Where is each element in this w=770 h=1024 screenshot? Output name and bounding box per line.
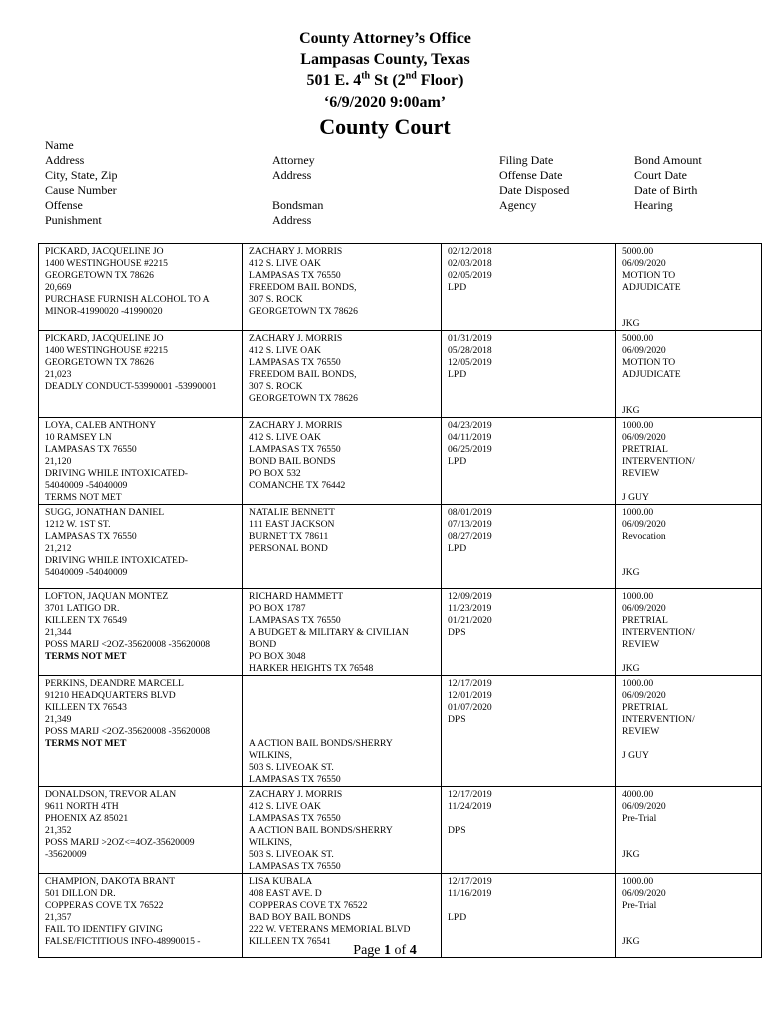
cell-line [622, 543, 755, 555]
table-row [39, 787, 762, 874]
cell-line: 21,349 [45, 714, 72, 725]
cell-line: 01/07/2020 [448, 702, 492, 713]
cell-line: TERMS NOT MET [45, 492, 122, 503]
cell-line: LPD [448, 369, 467, 380]
attorney-bondsman-cell [243, 418, 442, 505]
cell-line: REVIEW [622, 726, 660, 737]
table-row [39, 418, 762, 505]
legend-label [272, 138, 323, 153]
cell-line: 06/09/2020 [622, 432, 666, 443]
legend-label: Address [272, 213, 312, 227]
address-part-3: Floor) [416, 72, 464, 89]
cell-line: 1000.00 [622, 507, 654, 518]
cell-line: TERMS NOT MET [45, 738, 127, 749]
legend-label: Agency [499, 198, 537, 212]
cell-line [249, 726, 435, 738]
cell-line: 54040009 -54040009 [45, 480, 128, 491]
cell-line: LAMPASAS TX 76550 [249, 615, 341, 626]
cell-line [622, 837, 755, 849]
cell-line [249, 702, 435, 714]
dates-agency-cell [442, 787, 616, 874]
cell-line: LAMPASAS TX 76550 [249, 813, 341, 824]
cell-line: 1400 WESTINGHOUSE #2215 [45, 258, 168, 269]
legend-label: Offense [45, 198, 83, 212]
cell-line: 9611 NORTH 4TH [45, 801, 119, 812]
cell-line [622, 306, 755, 318]
cell-line: LPD [448, 543, 467, 554]
cell-line: TERMS NOT MET [45, 651, 127, 662]
cell-line: 21,344 [45, 627, 72, 638]
cell-line: Pre-Trial [622, 900, 657, 911]
defendant-cell [39, 676, 243, 787]
legend-label: Bond Amount [634, 153, 702, 167]
cell-line: 21,120 [45, 456, 72, 467]
cell-line: 06/09/2020 [622, 258, 666, 269]
cell-line: MOTION TO [622, 270, 676, 281]
table-row [39, 676, 762, 787]
cell-line: LAMPASAS TX 76550 [249, 861, 341, 872]
cell-line: DEADLY CONDUCT-53990001 -53990001 [45, 381, 217, 392]
cell-line: LAMPASAS TX 76550 [45, 444, 137, 455]
legend-column-2 [272, 138, 323, 228]
cell-line: PHOENIX AZ 85021 [45, 813, 129, 824]
cell-line [622, 912, 755, 924]
cell-line: PO BOX 3048 [249, 651, 306, 662]
cell-line: LAMPASAS TX 76550 [249, 357, 341, 368]
page-title: County Court [319, 114, 451, 139]
page-prefix: Page [353, 943, 385, 958]
defendant-cell [39, 331, 243, 418]
cell-line: COPPERAS COVE TX 76522 [249, 900, 368, 911]
dates-agency-cell [442, 331, 616, 418]
cell-line [249, 678, 435, 690]
cell-line: KILLEEN TX 76541 [249, 936, 331, 947]
cell-line: JKG [622, 849, 640, 860]
bond-hearing-cell [616, 418, 762, 505]
cell-line: INTERVENTION/ [622, 456, 695, 467]
cell-line: INTERVENTION/ [622, 627, 695, 638]
cell-line: 12/17/2019 [448, 876, 492, 887]
cell-line: 06/09/2020 [622, 801, 666, 812]
cell-line: DONALDSON, TREVOR ALAN [45, 789, 177, 800]
legend-label: City, State, Zip [45, 168, 118, 182]
cell-line: 1000.00 [622, 591, 654, 602]
legend-label [499, 138, 569, 153]
cell-line: 07/13/2019 [448, 519, 492, 530]
cell-line: 1212 W. 1ST ST. [45, 519, 111, 530]
cell-line [622, 294, 755, 306]
cell-line: 412 S. LIVE OAK [249, 258, 321, 269]
cell-line: LOYA, CALEB ANTHONY [45, 420, 157, 431]
cell-line: FALSE/FICTITIOUS INFO-48990015 - [45, 936, 201, 947]
legend-label: Bondsman [272, 198, 324, 212]
cell-line: PICKARD, JACQUELINE JO [45, 246, 164, 257]
office-address [0, 72, 770, 90]
cell-line: 4000.00 [622, 789, 654, 800]
legend-label: Date Disposed [499, 183, 570, 197]
defendant-cell [39, 505, 243, 589]
bond-hearing-cell [616, 505, 762, 589]
cell-line: LPD [448, 282, 467, 293]
cell-line: SUGG, JONATHAN DANIEL [45, 507, 165, 518]
dates-agency-cell [442, 589, 616, 676]
legend-label: Hearing [634, 198, 673, 212]
address-part-2: St (2 [370, 72, 406, 89]
cell-line [622, 381, 755, 393]
page-number [0, 943, 770, 959]
table-row [39, 505, 762, 589]
cell-line: 02/12/2018 [448, 246, 492, 257]
bond-hearing-cell [616, 589, 762, 676]
cell-line: 11/16/2019 [448, 888, 492, 899]
cell-line: DPS [448, 714, 466, 725]
cell-line: ZACHARY J. MORRIS [249, 420, 343, 431]
cell-line: Revocation [622, 531, 666, 542]
cell-line: NATALIE BENNETT [249, 507, 335, 518]
cell-line: J GUY [622, 750, 649, 761]
bond-hearing-cell [616, 676, 762, 787]
cell-line: POSS MARIJ <2OZ-35620008 -35620008 [45, 726, 211, 737]
cell-line: JKG [622, 567, 640, 578]
cell-line: 1000.00 [622, 678, 654, 689]
cell-line [448, 813, 609, 825]
current-page: 1 [384, 943, 392, 958]
cell-line: PERKINS, DEANDRE MARCELL [45, 678, 184, 689]
cell-line: REVIEW [622, 468, 660, 479]
cell-line: 307 S. ROCK [249, 294, 303, 305]
cell-line: POSS MARIJ >2OZ<=4OZ-35620009 [45, 837, 195, 848]
legend-label: Attorney [272, 153, 315, 167]
cell-line: ADJUDICATE [622, 369, 681, 380]
cell-line: CHAMPION, DAKOTA BRANT [45, 876, 176, 887]
county-name: Lampasas County, Texas [300, 51, 470, 68]
cell-line: 501 DILLON DR. [45, 888, 116, 899]
legend-label [634, 138, 702, 153]
cell-line: 3701 LATIGO DR. [45, 603, 120, 614]
defendant-cell [39, 787, 243, 874]
cell-line: PRETRIAL [622, 444, 668, 455]
bond-hearing-cell [616, 244, 762, 331]
legend-label [272, 183, 323, 198]
legend-label [634, 213, 702, 228]
legend-label: Offense Date [499, 168, 563, 182]
cell-line: 06/09/2020 [622, 888, 666, 899]
cell-line: 04/23/2019 [448, 420, 492, 431]
cell-line: 12/17/2019 [448, 789, 492, 800]
cell-line: RICHARD HAMMETT [249, 591, 344, 602]
cell-line: 06/09/2020 [622, 345, 666, 356]
legend-column-1 [45, 138, 118, 228]
cell-line: 12/09/2019 [448, 591, 492, 602]
cell-line: LAMPASAS TX 76550 [249, 774, 341, 785]
cell-line: JKG [622, 663, 640, 674]
legend-column-4 [634, 138, 702, 228]
cell-line: FAIL TO IDENTIFY GIVING [45, 924, 163, 935]
cell-line: 01/31/2019 [448, 333, 492, 344]
cell-line: -35620009 [45, 849, 87, 860]
bond-hearing-cell [616, 787, 762, 874]
cell-line: PRETRIAL [622, 702, 668, 713]
cell-line: 04/11/2019 [448, 432, 492, 443]
cell-line [622, 393, 755, 405]
cell-line: 91210 HEADQUARTERS BLVD [45, 690, 176, 701]
cell-line: 12/05/2019 [448, 357, 492, 368]
legend-label: Date of Birth [634, 183, 698, 197]
cell-line: LPD [448, 912, 467, 923]
legend-label: Name [45, 138, 74, 152]
cell-line: FREEDOM BAIL BONDS, [249, 369, 357, 380]
cell-line: BAD BOY BAIL BONDS [249, 912, 351, 923]
cell-line: 06/09/2020 [622, 519, 666, 530]
cell-line: MOTION TO [622, 357, 676, 368]
total-pages: 4 [409, 943, 417, 958]
table-row [39, 244, 762, 331]
cell-line: 1000.00 [622, 420, 654, 431]
cell-line: BOND [249, 639, 277, 650]
legend-label: Punishment [45, 213, 102, 227]
cell-line: LAMPASAS TX 76550 [249, 444, 341, 455]
cell-line: 503 S. LIVEOAK ST. [249, 849, 334, 860]
cell-line: COPPERAS COVE TX 76522 [45, 900, 164, 911]
cell-line: KILLEEN TX 76543 [45, 702, 127, 713]
cell-line: LISA KUBALA [249, 876, 313, 887]
cell-line: INTERVENTION/ [622, 714, 695, 725]
cell-line [249, 690, 435, 702]
cell-line: 06/09/2020 [622, 690, 666, 701]
cell-line: JKG [622, 405, 640, 416]
cell-line: A ACTION BAIL BONDS/SHERRY [249, 738, 393, 749]
cell-line: 5000.00 [622, 246, 654, 257]
legend-label: Address [272, 168, 312, 182]
cell-line: 408 EAST AVE. D [249, 888, 322, 899]
cell-line: 503 S. LIVEOAK ST. [249, 762, 334, 773]
defendant-cell [39, 244, 243, 331]
cell-line: 21,357 [45, 912, 72, 923]
office-name: County Attorney’s Office [299, 30, 471, 47]
cell-line: 111 EAST JACKSON [249, 519, 335, 530]
cell-line: 05/28/2018 [448, 345, 492, 356]
legend-label: Address [45, 153, 85, 167]
cell-line: 21,352 [45, 825, 72, 836]
cell-line: GEORGETOWN TX 78626 [45, 357, 154, 368]
cell-line: HARKER HEIGHTS TX 76548 [249, 663, 374, 674]
cell-line: BURNET TX 78611 [249, 531, 329, 542]
cell-line [622, 738, 755, 750]
cell-line: MINOR-41990020 -41990020 [45, 306, 163, 317]
legend-label: Cause Number [45, 183, 117, 197]
cell-line: DRIVING WHILE INTOXICATED- [45, 555, 188, 566]
cell-line: 412 S. LIVE OAK [249, 345, 321, 356]
cell-line: J GUY [622, 492, 649, 503]
cell-line: JKG [622, 318, 640, 329]
attorney-bondsman-cell [243, 244, 442, 331]
docket-table [38, 243, 762, 958]
dates-agency-cell [442, 418, 616, 505]
cell-line: 06/25/2019 [448, 444, 492, 455]
cell-line: LAMPASAS TX 76550 [249, 270, 341, 281]
cell-line: 06/09/2020 [622, 603, 666, 614]
cell-line: PICKARD, JACQUELINE JO [45, 333, 164, 344]
cell-line: 412 S. LIVE OAK [249, 801, 321, 812]
cell-line: 12/17/2019 [448, 678, 492, 689]
address-sup-th: th [361, 70, 371, 82]
cell-line: GEORGETOWN TX 78626 [45, 270, 154, 281]
attorney-bondsman-cell [243, 505, 442, 589]
cell-line: A ACTION BAIL BONDS/SHERRY [249, 825, 393, 836]
cell-line: 222 W. VETERANS MEMORIAL BLVD [249, 924, 411, 935]
cell-line: 11/24/2019 [448, 801, 492, 812]
bond-hearing-cell [616, 331, 762, 418]
cell-line [448, 900, 609, 912]
attorney-bondsman-cell [243, 787, 442, 874]
address-sup-nd: nd [405, 70, 417, 82]
legend-label: Filing Date [499, 153, 554, 167]
cell-line: 20,669 [45, 282, 72, 293]
cell-line: 10 RAMSEY LN [45, 432, 112, 443]
cell-line: 08/27/2019 [448, 531, 492, 542]
cell-line: 21,212 [45, 543, 72, 554]
attorney-bondsman-cell [243, 331, 442, 418]
cell-line: POSS MARIJ <2OZ-35620008 -35620008 [45, 639, 211, 650]
cell-line: 12/01/2019 [448, 690, 492, 701]
cell-line: A BUDGET & MILITARY & CIVILIAN [249, 627, 409, 638]
cell-line: LOFTON, JAQUAN MONTEZ [45, 591, 169, 602]
page-of: of [391, 943, 410, 958]
cell-line: 1400 WESTINGHOUSE #2215 [45, 345, 168, 356]
attorney-bondsman-cell [243, 676, 442, 787]
cell-line [622, 924, 755, 936]
cell-line: KILLEEN TX 76549 [45, 615, 127, 626]
defendant-cell [39, 418, 243, 505]
cell-line: PO BOX 532 [249, 468, 301, 479]
cell-line: Pre-Trial [622, 813, 657, 824]
cell-line: DPS [448, 825, 466, 836]
legend-column-3 [499, 138, 569, 228]
cell-line [622, 651, 755, 663]
cell-line [622, 555, 755, 567]
cell-line: REVIEW [622, 639, 660, 650]
legend-label: Court Date [634, 168, 687, 182]
dates-agency-cell [442, 244, 616, 331]
address-part-1: 501 E. 4 [306, 72, 362, 89]
cell-line: ZACHARY J. MORRIS [249, 333, 343, 344]
cell-line: WILKINS, [249, 750, 292, 761]
cell-line [622, 480, 755, 492]
cell-line: BOND BAIL BONDS [249, 456, 336, 467]
cell-line: GEORGETOWN TX 78626 [249, 393, 358, 404]
cell-line: 21,023 [45, 369, 72, 380]
cell-line: PERSONAL BOND [249, 543, 328, 554]
cell-line: 02/05/2019 [448, 270, 492, 281]
cell-line: PO BOX 1787 [249, 603, 306, 614]
cell-line: 5000.00 [622, 333, 654, 344]
table-row [39, 331, 762, 418]
cell-line: 01/21/2020 [448, 615, 492, 626]
defendant-cell [39, 589, 243, 676]
cell-line: 02/03/2018 [448, 258, 492, 269]
cell-line: PRETRIAL [622, 615, 668, 626]
cell-line: WILKINS, [249, 837, 292, 848]
cell-line: COMANCHE TX 76442 [249, 480, 346, 491]
cell-line: 412 S. LIVE OAK [249, 432, 321, 443]
cell-line: FREEDOM BAIL BONDS, [249, 282, 357, 293]
cell-line: 307 S. ROCK [249, 381, 303, 392]
dates-agency-cell [442, 505, 616, 589]
docket-datetime: ‘6/9/2020 9:00am’ [323, 94, 447, 111]
cell-line: LAMPASAS TX 76550 [45, 531, 137, 542]
cell-line [622, 825, 755, 837]
cell-line: DPS [448, 627, 466, 638]
cell-line: DRIVING WHILE INTOXICATED- [45, 468, 188, 479]
legend-label [499, 213, 569, 228]
cell-line: GEORGETOWN TX 78626 [249, 306, 358, 317]
cell-line: ZACHARY J. MORRIS [249, 246, 343, 257]
cell-line: 1000.00 [622, 876, 654, 887]
cell-line [249, 714, 435, 726]
cell-line: ZACHARY J. MORRIS [249, 789, 343, 800]
cell-line: 54040009 -54040009 [45, 567, 128, 578]
cell-line: JKG [622, 936, 640, 947]
cell-line: LPD [448, 456, 467, 467]
cell-line: ADJUDICATE [622, 282, 681, 293]
cell-line: 11/23/2019 [448, 603, 492, 614]
cell-line: PURCHASE FURNISH ALCOHOL TO A [45, 294, 210, 305]
table-row [39, 589, 762, 676]
dates-agency-cell [442, 676, 616, 787]
cell-line: 08/01/2019 [448, 507, 492, 518]
attorney-bondsman-cell [243, 589, 442, 676]
